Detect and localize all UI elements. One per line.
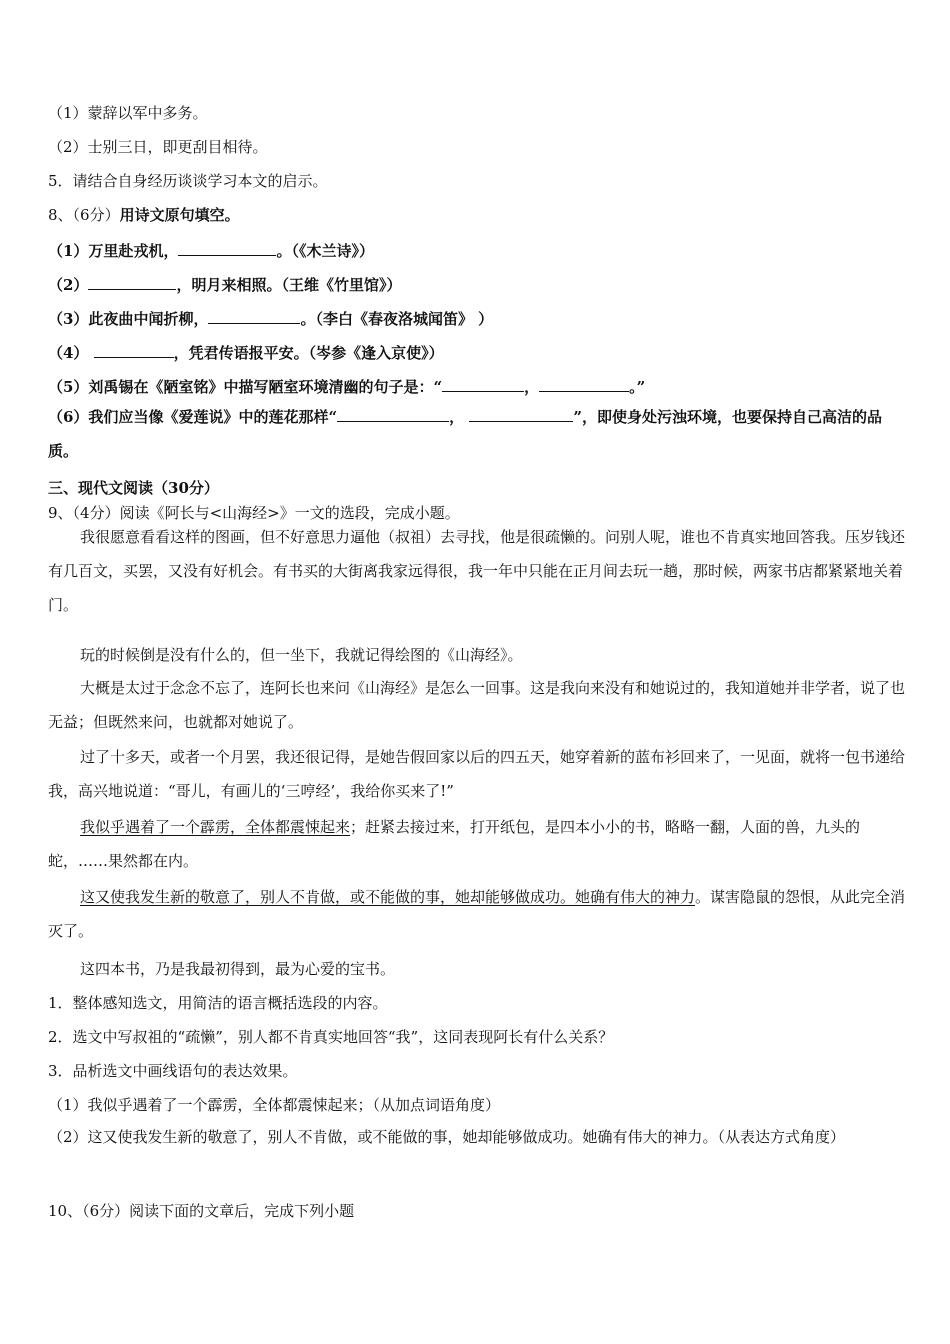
q9-sub1: 1．整体感知选文，用简洁的语言概括选段的内容。: [48, 994, 388, 1012]
q8-item-3: （3）此夜曲中闻折柳， 。（李白《春夜洛城闻笛》 ）: [48, 307, 910, 329]
answer-blank[interactable]: [208, 307, 300, 324]
answer-blank[interactable]: [178, 239, 276, 256]
q-prev-sub2: （2）士别三日，即更刮目相待。: [48, 138, 268, 156]
passage-p2: 玩的时候倒是没有什么的，但一坐下，我就记得绘图的《山海经》。: [80, 646, 523, 664]
q8-item-2: （2） ，明月来相照。（王维《竹里馆》）: [48, 273, 910, 295]
q8-title: 用诗文原句填空。: [119, 206, 240, 224]
answer-blank[interactable]: [337, 405, 449, 422]
q8-item-4: （4） ，凭君传语报平安。（岑参《逢入京使》）: [48, 341, 910, 363]
q9-sub3: 3．品析选文中画线语句的表达效果。: [48, 1062, 298, 1080]
q-prev-sub1: （1）蒙辞以军中多务。: [48, 104, 208, 122]
answer-blank[interactable]: [94, 341, 174, 358]
q9-heading: 9、（4分）阅读《阿长与<山海经>》一文的选段，完成小题。: [48, 504, 460, 522]
passage-p7: 这四本书，乃是我最初得到，最为心爱的宝书。: [80, 960, 396, 978]
q9-sub3-2: （2）这又使我发生新的敬意了，别人不肯做，或不能做的事，她却能够做成功。她确有伟大的神力。（从表达方式角度）: [48, 1128, 846, 1146]
q9-sub3-1: （1）我似乎遇着了一个霹雳，全体都震悚起来；（从加点词语角度）: [48, 1096, 501, 1114]
answer-blank[interactable]: [88, 273, 176, 290]
q9-sub2: 2．选文中写叔祖的“疏懒”，别人都不肯真实地回答“我”，这同表现阿长有什么关系？: [48, 1028, 614, 1046]
q8-item-1: （1）万里赴戎机， 。（《木兰诗》）: [48, 239, 910, 261]
underlined-sentence-1: 我似乎遇着了一个霹雳，全体都震悚起来: [80, 818, 351, 836]
underlined-sentence-2: 这又使我发生新的敬意了，别人不肯做，或不能做的事，她却能够做成功。她确有伟大的神力: [80, 888, 696, 906]
q8-item-6: （6）我们应当像《爱莲说》中的莲花那样“ ， ”，即使身处污浊环境，也要保持自己高洁的品质。: [48, 400, 910, 468]
passage-p5: 我似乎遇着了一个霹雳，全体都震悚起来；赶紧去接过来，打开纸包，是四本小小的书，略略一翻，人面的兽，九头的蛇，……果然都在内。: [48, 818, 861, 870]
section-3-title: 三、现代文阅读（30分）: [48, 479, 219, 497]
q10-heading: 10、（6分）阅读下面的文章后，完成下列小题: [48, 1202, 355, 1220]
q-prev-5: 5．请结合自身经历谈谈学习本文的启示。: [48, 172, 328, 190]
passage-p4: 过了十多天，或者一个月罢，我还很记得，是她告假回家以后的四五天，她穿着新的蓝布衫回来了，一见面，就将一包书递给我，高兴地说道：“哥儿，有画儿的‘三哼经’，我给你买来了!”: [48, 748, 906, 800]
answer-blank[interactable]: [442, 375, 524, 392]
passage-p3: 大概是太过于念念不忘了，连阿长也来问《山海经》是怎么一回事。这是我向来没有和她说过的，我知道她并非学者，说了也无益；但既然来问，也就都对她说了。: [48, 679, 906, 731]
answer-blank[interactable]: [539, 375, 629, 392]
answer-blank[interactable]: [469, 405, 573, 422]
q8-item-5: （5）刘禹锡在《陋室铭》中描写陋室环境清幽的句子是：“ ， 。”: [48, 375, 910, 397]
q8-number: 8、（6分）: [48, 206, 120, 224]
passage-p6: 这又使我发生新的敬意了，别人不肯做，或不能做的事，她却能够做成功。她确有伟大的神力。谋害隐鼠的怨恨，从此完全消灭了。: [48, 888, 906, 940]
passage-p1: 我很愿意看看这样的图画，但不好意思力逼他（叔祖）去寻找，他是很疏懒的。问别人呢，谁也不肯真实地回答我。压岁钱还有几百文，买罢，又没有好机会。有书买的大街离我家远得很，我一年中只能在正月间去玩一趟，那时候，两家书店都紧紧地关着门。: [48, 528, 906, 614]
q8-heading: [48, 205, 910, 225]
